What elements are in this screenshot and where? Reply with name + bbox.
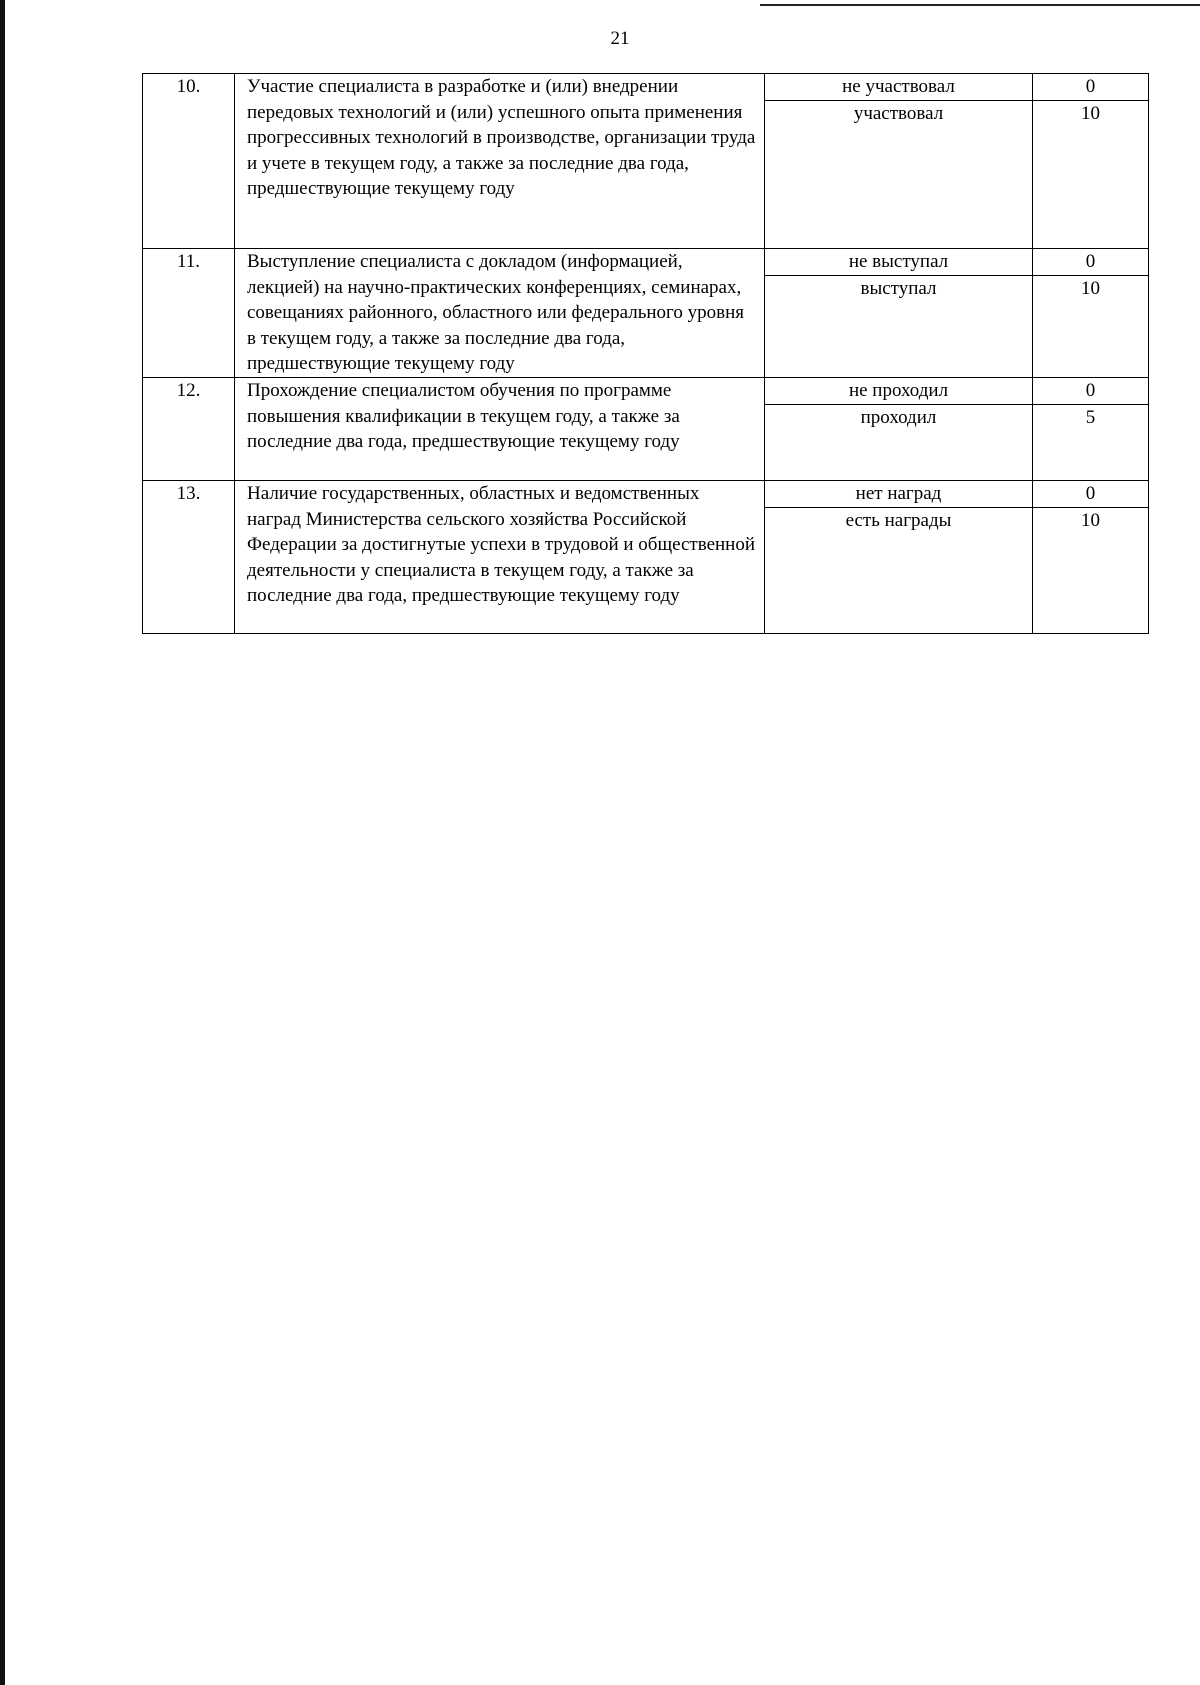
criterion-description: Прохождение специалистом обучения по программе повышения квалификации в текущем году, а также за последние два года, предшествующие текущему году: [235, 378, 765, 481]
criteria-table: [142, 73, 1149, 634]
option-label: выступал: [765, 276, 1033, 378]
option-score: 10: [1033, 276, 1149, 378]
table-row: [143, 249, 1149, 276]
option-score: 10: [1033, 508, 1149, 634]
option-label: нет наград: [765, 481, 1033, 508]
row-number: 12.: [143, 378, 235, 481]
criterion-description: Участие специалиста в разработке и (или) внедрении передовых технологий и (или) успешного опыта применения прогрессивных технологий в производстве, организации труда и учете в текущем году, а также за последние два года, предшествующие текущему году: [235, 74, 765, 249]
option-score: 0: [1033, 481, 1149, 508]
option-score: 0: [1033, 249, 1149, 276]
option-label: есть награды: [765, 508, 1033, 634]
option-label: не участвовал: [765, 74, 1033, 101]
option-label: проходил: [765, 405, 1033, 481]
option-score: 0: [1033, 378, 1149, 405]
criterion-description: Выступление специалиста с докладом (информацией, лекцией) на научно-практических конференциях, семинарах, совещаниях районного, областного или федерального уровня в текущем году, а также за последние два года, предшествующие текущему году: [235, 249, 765, 378]
option-label: не проходил: [765, 378, 1033, 405]
scan-top-rule: [760, 4, 1200, 6]
row-number: 10.: [143, 74, 235, 249]
option-label: участвовал: [765, 101, 1033, 249]
page-number: 21: [610, 28, 630, 49]
table-row: [143, 74, 1149, 101]
table-row: [143, 378, 1149, 405]
table-row: [143, 481, 1149, 508]
scan-left-edge: [0, 0, 5, 1685]
option-score: 0: [1033, 74, 1149, 101]
row-number: 13.: [143, 481, 235, 634]
criterion-description: Наличие государственных, областных и ведомственных наград Министерства сельского хозяйства Российской Федерации за достигнутые успехи в трудовой и общественной деятельности у специалиста в текущем году, а также за последние два года, предшествующие текущему году: [235, 481, 765, 634]
option-score: 10: [1033, 101, 1149, 249]
row-number: 11.: [143, 249, 235, 378]
option-label: не выступал: [765, 249, 1033, 276]
option-score: 5: [1033, 405, 1149, 481]
